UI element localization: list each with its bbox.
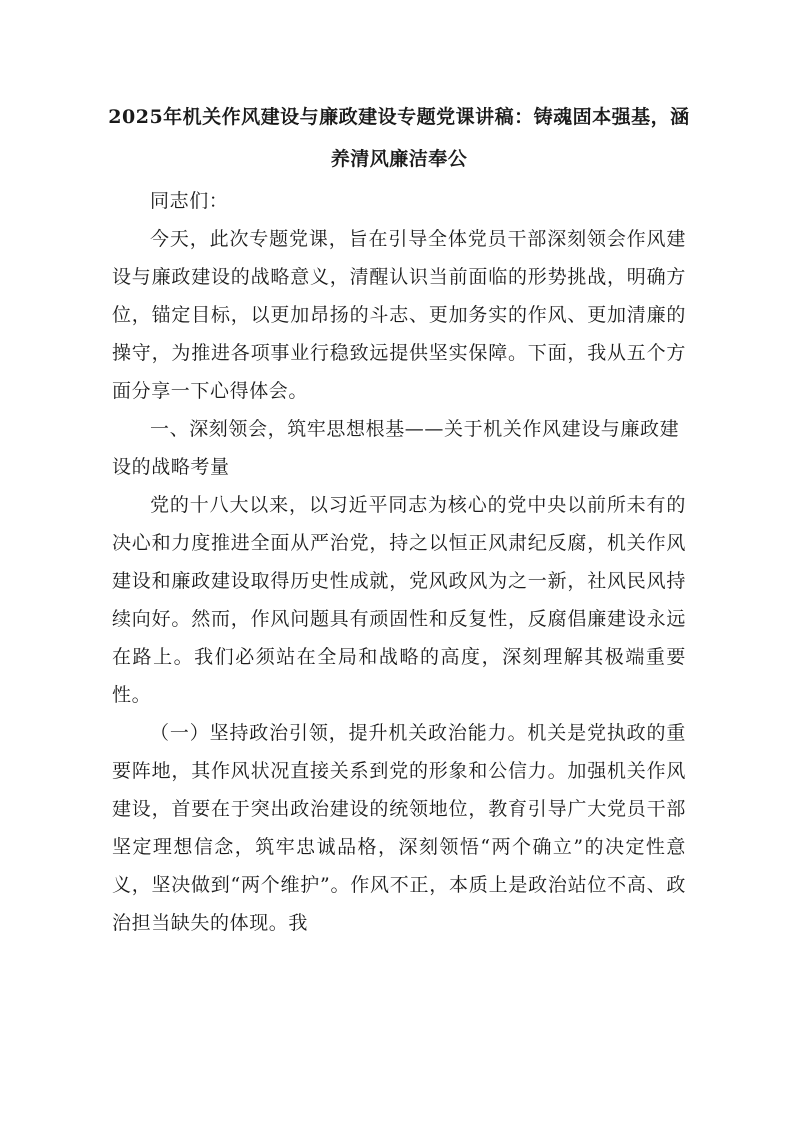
document-title: 2025年机关作风建设与廉政建设专题党课讲稿：铸魂固本强基，涵养清风廉洁奉公 [108,106,690,170]
document-body [108,96,690,942]
paragraph-subsection-1: （一）坚持政治引领，提升机关政治能力。机关是党执政的重要阵地，其作风状况直接关系到党的形象和公信力。加强机关作风建设，首要在于突出政治建设的统领地位，教育引导广大党员干部坚定理想信念，筑牢忠诚品格，深刻领悟“两个确立”的决定性意义，坚决做到“两个维护”。作风不正，本质上是政治站位不高、政治担当缺失的体现。我 [112,722,686,934]
salutation: 同志们： [150,190,229,212]
paragraph-section-1: 党的十八大以来，以习近平同志为核心的党中央以前所未有的决心和力度推进全面从严治党，持之以恒正风肃纪反腐，机关作风建设和廉政建设取得历史性成就，党风政风为之一新，社风民风持续向好。然而，作风问题具有顽固性和反复性，反腐倡廉建设永远在路上。我们必须站在全局和战略的高度，深刻理解其极端重要性。 [112,494,686,706]
paragraph-intro: 今天，此次专题党课，旨在引导全体党员干部深刻领会作风建设与廉政建设的战略意义，清醒认识当前面临的形势挑战，明确方位，锚定目标，以更加昂扬的斗志、更加务实的作风、更加清廉的操守，为推进各项事业行稳致远提供坚实保障。下面，我从五个方面分享一下心得体会。 [112,228,686,402]
section-heading-1: 一、深刻领会，筑牢思想根基——关于机关作风建设与廉政建设的战略考量 [112,418,680,478]
